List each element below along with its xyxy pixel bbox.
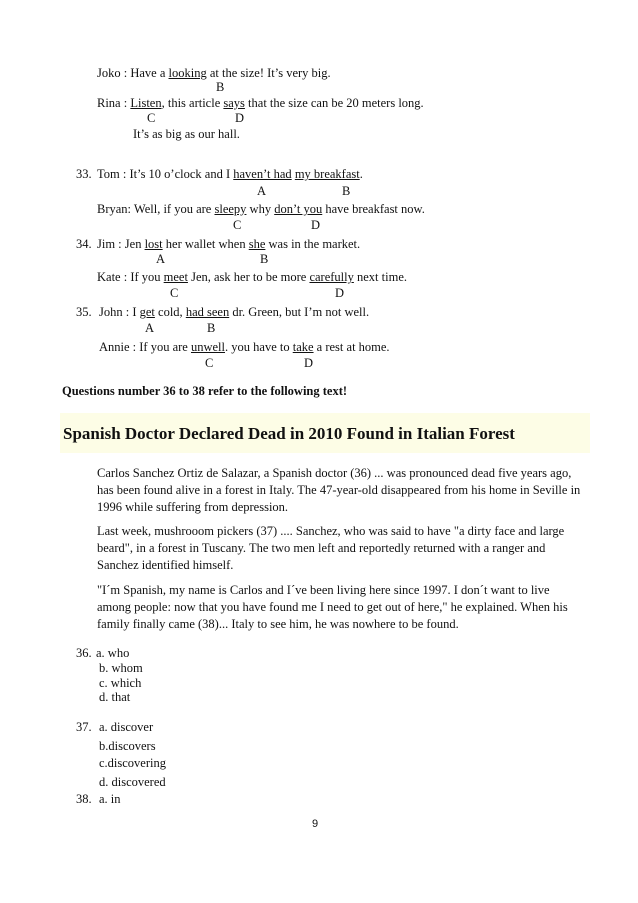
q35-john-rest: dr. Green, but I’m not well. — [229, 305, 370, 319]
q34-kate-lead: Kate : If you — [97, 270, 164, 284]
q36-option-b: b. whom — [99, 661, 143, 675]
q36-number: 36. — [76, 646, 92, 660]
q36-option-d: d. that — [99, 690, 131, 704]
q34-kate-underline-1: meet — [163, 270, 188, 284]
q34-jim-underline-1: lost — [144, 237, 163, 251]
q35-john-underline-1: get — [139, 305, 155, 319]
q35-john-line — [99, 305, 369, 320]
q34-label-d: D — [335, 286, 345, 300]
q33-bryan-underline-2: don’t you — [274, 202, 323, 216]
q32-rina-mid: , this article — [161, 96, 224, 110]
q32-rina-underline-1: Listen — [130, 96, 162, 110]
q36-option-c: c. which — [99, 676, 142, 690]
q32-rina-rest: that the size can be 20 meters long. — [244, 96, 424, 110]
q38-number: 38. — [76, 792, 92, 806]
q35-john-lead: John : I — [99, 305, 140, 319]
q35-john-mid: cold, — [154, 305, 186, 319]
q33-tom-line — [97, 167, 363, 182]
q33-label-c: C — [233, 218, 242, 232]
instruction-heading: Questions number 36 to 38 refer to the following text! — [62, 384, 348, 398]
q34-jim-mid: her wallet when — [162, 237, 249, 251]
q32-label-c: C — [147, 111, 156, 125]
q37-option-b: b.discovers — [99, 739, 156, 753]
q35-john-underline-2: had seen — [185, 305, 230, 319]
q34-kate-underline-2: carefully — [309, 270, 354, 284]
q33-tom-underline-1: haven’t had — [233, 167, 292, 181]
q32-label-d: D — [235, 111, 245, 125]
q34-label-c: C — [170, 286, 179, 300]
q33-tom-underline-2: my breakfast — [294, 167, 360, 181]
q35-annie-underline-2: take — [292, 340, 314, 354]
q35-annie-underline-1: unwell — [190, 340, 226, 354]
q32-joko-underline: looking — [168, 66, 207, 80]
q33-label-b: B — [342, 184, 351, 198]
q37-option-a: a. discover — [99, 720, 154, 734]
q37-option-c: c.discovering — [99, 756, 166, 770]
q33-bryan-underline-1: sleepy — [214, 202, 247, 216]
q34-kate-rest: next time. — [353, 270, 407, 284]
q34-label-b: B — [260, 252, 269, 266]
article-paragraph-2: Last week, mushrooom pickers (37) .... Sanchez, who was said to have "a dirty face and large beard", in a forest in Tuscany. The two men left and reportedly returned with a ranger and Sanchez identified himself. — [97, 524, 565, 572]
q33-tom-end: . — [359, 167, 363, 181]
q35-annie-rest: a rest at home. — [313, 340, 390, 354]
q32-label-b: B — [216, 80, 225, 94]
page-number: 9 — [312, 818, 319, 830]
q33-number: 33. — [76, 167, 92, 181]
q35-label-b: B — [207, 321, 216, 335]
q36-option-a: a. who — [96, 646, 130, 660]
q34-number: 34. — [76, 237, 92, 251]
q38-option-a: a. in — [99, 792, 121, 806]
q33-bryan-line — [97, 202, 425, 217]
q33-bryan-lead: Bryan: Well, if you are — [97, 202, 215, 216]
article-paragraph-1: Carlos Sanchez Ortiz de Salazar, a Spanish doctor (36) ... was pronounced dead five years ago, has been found alive in a forest in Italy. The 47-year-old disappeared from his home in Seville in 1996 while suffering from depression. — [97, 466, 581, 514]
q33-bryan-mid: why — [246, 202, 275, 216]
q33-tom-lead: Tom : It’s 10 o’clock and I — [97, 167, 234, 181]
q35-label-c: C — [205, 356, 214, 370]
q34-kate-mid: Jen, ask her to be more — [187, 270, 310, 284]
q32-rina-line — [97, 96, 424, 111]
q33-label-d: D — [311, 218, 321, 232]
q34-jim-rest: was in the market. — [265, 237, 361, 251]
q33-bryan-rest: have breakfast now. — [322, 202, 425, 216]
q34-jim-underline-2: she — [248, 237, 266, 251]
q34-jim-lead: Jim : Jen — [97, 237, 145, 251]
q37-number: 37. — [76, 720, 92, 734]
q34-kate-line — [97, 270, 407, 285]
q32-joko-lead: Joko : Have a — [97, 66, 169, 80]
q32-rina-line-2: It’s as big as our hall. — [133, 127, 240, 141]
q35-annie-line — [99, 340, 390, 355]
q32-rina-underline-2: says — [223, 96, 245, 110]
q35-label-a: A — [145, 321, 155, 335]
article-paragraph-3: "I´m Spanish, my name is Carlos and I´ve been living here since 1997. I don´t want to live among people: now that you have found me I need to get out of here," he explained. When his family finally came (38)... Italy to see him, he was nowhere to be found. — [97, 583, 568, 631]
article-title: Spanish Doctor Declared Dead in 2010 Found in Italian Forest — [63, 424, 515, 443]
q35-label-d: D — [304, 356, 314, 370]
q35-annie-mid: . you have to — [225, 340, 293, 354]
q33-label-a: A — [257, 184, 267, 198]
q34-jim-line — [97, 237, 360, 252]
q35-number: 35. — [76, 305, 92, 319]
q37-option-d: d. discovered — [99, 775, 166, 789]
q32-rina-lead: Rina : — [97, 96, 131, 110]
q34-label-a: A — [156, 252, 166, 266]
q32-joko-line — [97, 66, 331, 81]
q35-annie-lead: Annie : If you are — [99, 340, 191, 354]
q32-joko-rest: at the size! It’s very big. — [206, 66, 331, 80]
